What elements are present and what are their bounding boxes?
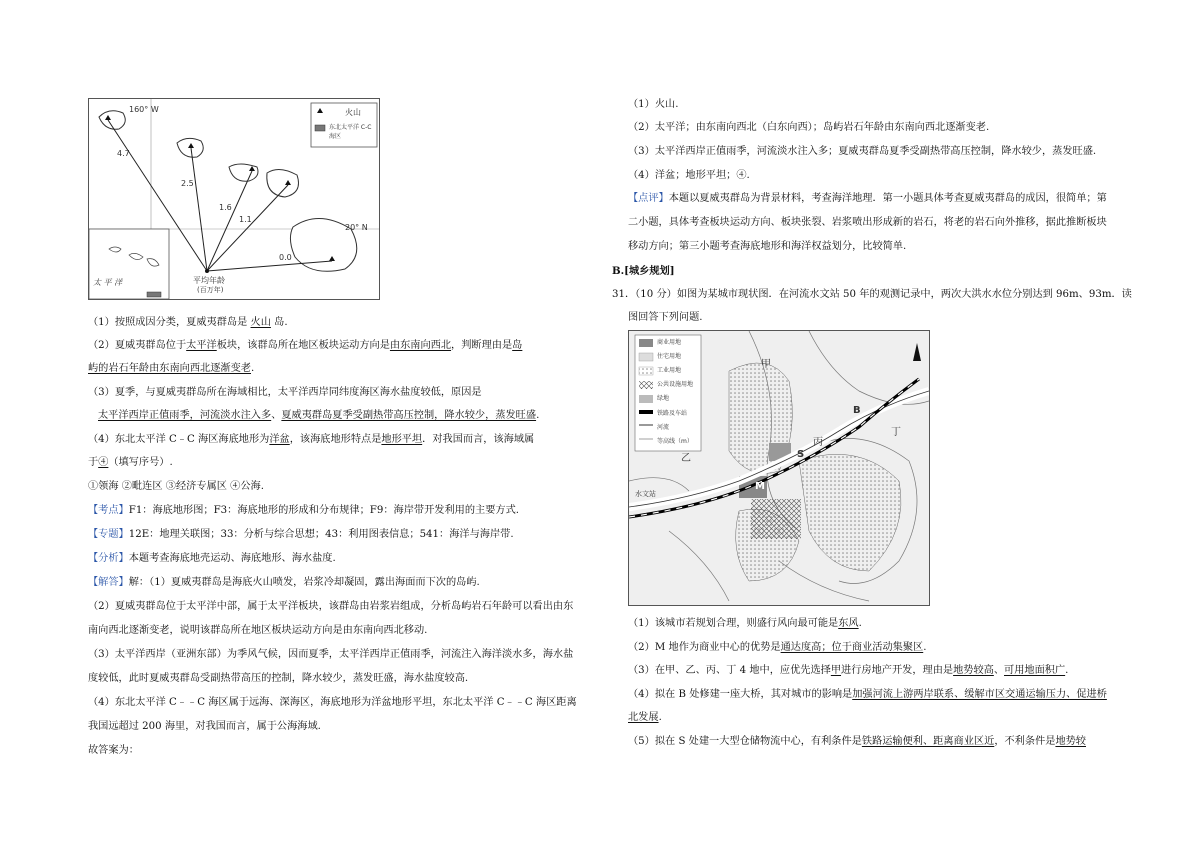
q2-answer-direction: 由东南向西北 <box>389 340 452 351</box>
kaodian-text: F1：海底地形图；F3：海底地形的形成和分布规律；F9：海岸带开发利用的主要方式. <box>128 505 520 516</box>
solution-3-line-1: （3）太平洋西岸（亚洲东部）为季风气候，因而夏季，太平洋西岸正值雨季，河流注入海洋淡水多，海水盐 <box>88 649 574 660</box>
q3-answer-1: 太平洋西岸正值雨季，河流淡水注入多 <box>98 410 272 421</box>
solution-2-line-1: （2）夏威夷群岛位于太平洋中部，属于太平洋板块，该群岛由岩浆岩组成，分析岛屿岩石年龄可以看出由东 <box>88 601 574 612</box>
r5-text: （5）拟在 S 处建一大型仓储物流中心，有利条件是 <box>628 736 862 747</box>
r4-answer-end: 北发展 <box>628 712 659 723</box>
q4-text-2: 于 <box>88 457 99 468</box>
place-B: B <box>853 405 861 416</box>
answer-heading: 故答案为： <box>88 745 139 756</box>
hydrological-station: 水文站 <box>635 490 656 498</box>
fenxi-tag: 【分析】 <box>88 553 129 564</box>
q1-answer: 火山 <box>250 317 271 328</box>
r1-text: （1）该城市若规划合理，则盛行风向最可能是 <box>628 618 839 629</box>
question-3-line-1: （3）夏季，与夏威夷群岛所在海域相比，太平洋西岸同纬度海区海水盐度较低，原因是 <box>88 387 482 398</box>
jieda-text: 解：（1）夏威夷群岛是海底火山喷发，岩浆冷却凝固，露出海面而下次的岛屿. <box>128 577 480 588</box>
r2-text: （2）M 地作为商业中心的优势是 <box>628 642 781 653</box>
age-label-0-0: 0.0 <box>279 253 292 262</box>
r3-sep: 、 <box>993 665 1005 676</box>
age-caption: 平均年龄 <box>193 276 225 285</box>
place-jia: 甲 <box>761 359 771 370</box>
legend-residential: 住宅用地 <box>657 353 682 360</box>
question-3-line-2 <box>98 409 539 423</box>
solution-4-line-1: （4）东北太平洋 C﹣﹣C 海区属于远海、深海区，海底地形为洋盆地形平坦，东北太平洋 C﹣﹣C 海区距离 <box>88 697 577 708</box>
r2-answer: 通达度高；位于商业活动集聚区 <box>780 642 924 653</box>
q1-end: 岛. <box>274 317 288 328</box>
jieda-tag: 【解答】 <box>88 577 129 588</box>
jieda-line <box>88 576 480 590</box>
solution-3-line-2: 度较低，此时夏威夷群岛受副热带高压的控制，降水较少，蒸发旺盛，海水盐度较高. <box>88 673 469 684</box>
city-map-figure <box>628 330 930 606</box>
molokai-island <box>229 164 258 181</box>
zhuanti-line <box>88 528 514 542</box>
fenxi-line <box>88 552 336 566</box>
r3-end: . <box>1065 665 1069 676</box>
r5-mid: ，不利条件是 <box>994 736 1056 747</box>
question-4-line-1 <box>88 433 534 447</box>
legend-industrial: 工业用地 <box>657 367 682 374</box>
q2-text: （2）夏威夷群岛位于 <box>88 340 187 351</box>
r4-text: （4）拟在 B 处修建一座大桥，其对城市的影响是 <box>628 689 853 700</box>
r3-answer-reason-1: 地势较高 <box>953 665 994 676</box>
legend-sea-label: 东北太平洋 C-C 海区 <box>329 124 372 140</box>
kaodian-tag: 【考点】 <box>88 505 129 516</box>
legend-river: 河流 <box>657 424 670 431</box>
q4-post: ．对我国而言，该海域属 <box>422 434 535 445</box>
dianping-tag: 【点评】 <box>628 193 669 204</box>
dianping-line-1 <box>628 192 1107 206</box>
q31-part-4-line-1 <box>628 688 1107 702</box>
r4-end: . <box>658 712 662 723</box>
q31-part-1 <box>628 617 862 631</box>
question-1 <box>88 316 288 330</box>
q3-end: . <box>536 410 540 421</box>
q4-end: （填写序号）. <box>108 457 173 468</box>
question-2-line-2 <box>88 362 254 376</box>
q3-sep: 、 <box>271 410 282 421</box>
place-yi: 乙 <box>681 453 691 464</box>
q4-text: （4）东北太平洋 C﹣C 海区海底地形为 <box>88 434 270 445</box>
legend-contour: 等高线（m） <box>657 438 693 445</box>
q31-part-2 <box>628 641 926 655</box>
place-M: M <box>755 481 765 492</box>
answer-1: （1）火山. <box>628 99 679 110</box>
legend-public: 公共设施用地 <box>657 381 694 388</box>
zhuanti-tag: 【专题】 <box>88 529 129 540</box>
age-label-4-7: 4.7 <box>117 149 130 158</box>
q31-part-4-line-2 <box>628 711 662 725</box>
r4-answer: 加强河流上游两岸联系、缓解市区交通运输压力、促进桥 <box>852 689 1107 700</box>
r2-end: . <box>923 642 927 653</box>
latitude-label: 20° N <box>345 223 368 232</box>
place-ding: 丁 <box>891 427 901 438</box>
answer-2: （2）太平洋；由东南向西北（白东向西）；岛屿岩石年龄由东南向西北逐渐变老. <box>628 122 990 133</box>
legend-commercial: 商业用地 <box>657 339 682 346</box>
age-label-1-6: 1.6 <box>219 203 232 212</box>
q4-mid: ，该海底地形特点是 <box>289 434 382 445</box>
age-label-1-1: 1.1 <box>239 215 252 224</box>
question-31-line-2: 图回答下列问题. <box>628 312 703 323</box>
r1-end: . <box>858 618 862 629</box>
age-unit: (百万年) <box>197 286 224 294</box>
solution-2-line-2: 南向西北逐渐变老，说明该群岛所在地区板块运动方向是由东南向西北移动. <box>88 625 428 636</box>
q2-end: . <box>251 363 255 374</box>
legend-volcano-label: 火山 <box>345 108 361 117</box>
q4-answer-feature: 地形平坦 <box>381 434 423 445</box>
question-4-options: ①领海 ②毗连区 ③经济专属区 ④公海. <box>88 481 264 492</box>
solution-4-line-2: 我国远超过 200 海里，对我国而言，属于公海海域. <box>88 721 321 732</box>
zhuanti-text: 12E：地理关联图；33：分析与综合思想；43：利用图表信息；541：海洋与海岸带. <box>128 529 514 540</box>
place-bing: 丙 <box>813 437 823 448</box>
legend-railway: 铁路及车站 <box>657 410 688 417</box>
legend-green: 绿地 <box>657 395 670 402</box>
r1-answer: 东风 <box>838 618 859 629</box>
r5-answer-disadvantage: 地势较 <box>1055 736 1086 747</box>
q2-answer-plate: 太平洋 <box>186 340 217 351</box>
answer-4: （4）洋盆；地形平坦；④. <box>628 170 750 181</box>
dianping-text-1: 本题以夏威夷群岛为背景材料，考查海洋地理．第一小题具体考查夏威夷群岛的成因，很简单；第 <box>668 193 1107 204</box>
ocean-label: 太 平 洋 <box>93 278 123 287</box>
q3-answer-2: 夏威夷群岛夏季受副热带高压控制，降水较少，蒸发旺盛 <box>281 410 537 421</box>
longitude-label: 160° W <box>129 105 159 114</box>
question-31-line-1: 31．（10 分）如图为某城市现状图．在河流水文站 50 年的观测记录中，两次大洪水水位分别达到 96m、93m．读 <box>612 289 1132 300</box>
q2-answer-reason-start: 岛 <box>512 340 523 351</box>
q1-text: （1）按照成因分类，夏威夷群岛是 <box>88 317 248 328</box>
q2-mid: 板块，该群岛所在地区板块运动方向是 <box>216 340 390 351</box>
r3-mid: 进行房地产开发，理由是 <box>841 665 954 676</box>
q31-part-5 <box>628 735 1086 749</box>
maui-island <box>267 169 299 197</box>
dianping-line-2: 二小题，具体考查板块运动方向、板块张裂、岩浆喷出形成新的岩石，将老的岩石向外推移，据此推断板块 <box>628 217 1107 228</box>
q2-post: ，判断理由是 <box>451 340 513 351</box>
hawaii-map-figure <box>88 98 380 300</box>
question-4-line-2 <box>88 456 173 470</box>
r3-answer-place: 甲 <box>830 665 842 676</box>
kaodian-line <box>88 504 519 518</box>
r3-text: （3）在甲、乙、丙、丁 4 地中，应优先选择 <box>628 665 831 676</box>
q4-answer-landform: 洋盆 <box>269 434 290 445</box>
answer-3: （3）太平洋西岸正值雨季，河流淡水注入多；夏威夷群岛夏季受副热带高压控制，降水较少，蒸发旺盛. <box>628 146 1097 157</box>
place-S: S <box>797 449 805 460</box>
q4-answer-zone: ④ <box>98 457 109 468</box>
q2-answer-reason: 屿的岩石年龄由东南向西北逐渐变老 <box>88 363 251 374</box>
q31-part-3 <box>628 664 1068 678</box>
age-label-2-5: 2.5 <box>181 179 194 188</box>
dianping-line-3: 移动方向；第三小题考查海底地形和海洋权益划分，比较简单. <box>628 241 907 252</box>
question-2-line-1 <box>88 339 522 353</box>
section-heading: B.[城乡规划] <box>612 265 675 277</box>
r3-answer-reason-2: 可用地面积广 <box>1004 665 1066 676</box>
fenxi-text: 本题考查海底地壳运动、海底地形、海水盐度. <box>128 553 336 564</box>
r5-answer-advantage: 铁路运输便利、距离商业区近 <box>861 736 995 747</box>
